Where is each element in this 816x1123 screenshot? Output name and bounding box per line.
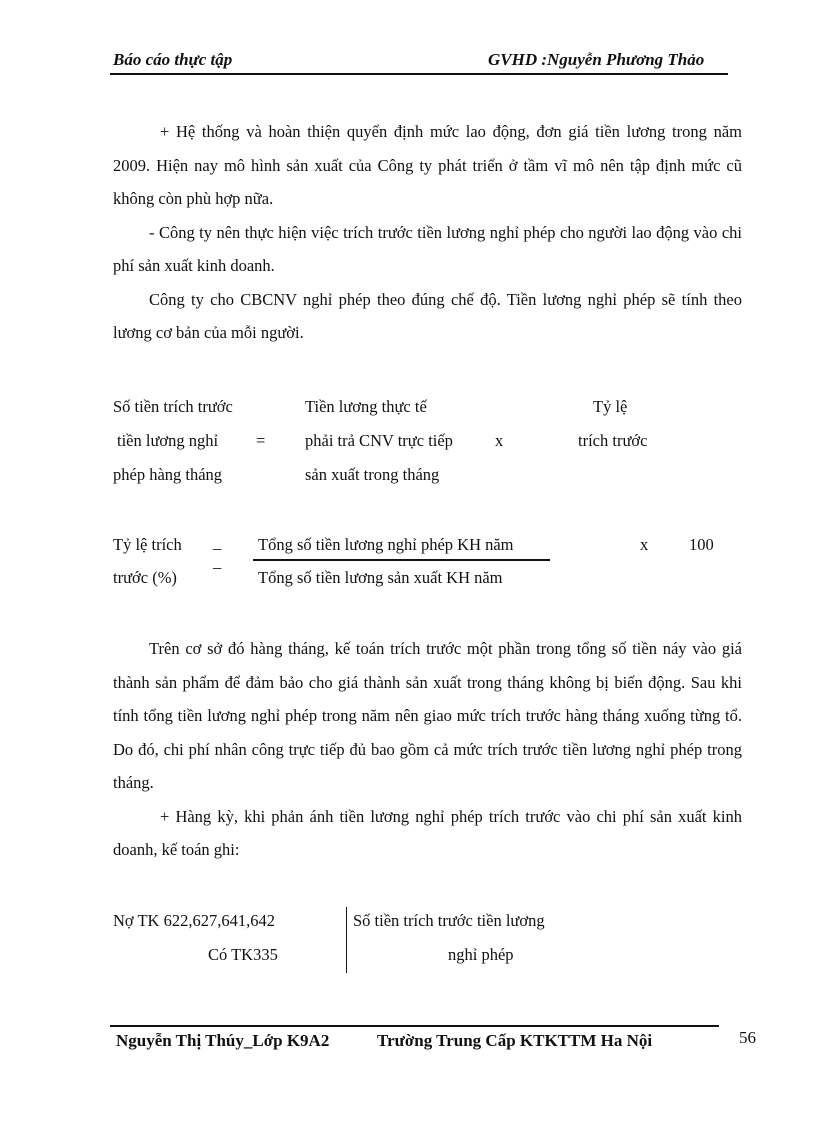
formula1-lhs-line: Số tiền trích trước — [113, 397, 233, 416]
entry-desc-line: Số tiền trích trước tiền lương — [353, 911, 545, 930]
paragraph: - Công ty nên thực hiện việc trích trước tiền lương nghỉ phép cho người lao động vào chi phí sản xuất kinh doanh. — [113, 222, 742, 275]
entry-divider — [346, 907, 347, 973]
formula2-denominator: Tổng số tiền lương sản xuất KH năm — [258, 568, 503, 587]
footer-left: Nguyễn Thị Thúy_Lớp K9A2 — [116, 1031, 330, 1050]
formula1-middle-line: sản xuất trong tháng — [305, 465, 440, 484]
formula1-middle-line: phải trả CNV trực tiếp — [305, 431, 453, 450]
page-number: 56 — [739, 1028, 756, 1047]
formula2-eq-top: _ — [213, 533, 222, 552]
body-section — [113, 632, 742, 867]
entry-debit: Nợ TK 622,627,641,642 — [113, 911, 275, 930]
formula1-times: x — [495, 431, 504, 450]
formula1-lhs-line: phép hàng tháng — [113, 465, 223, 484]
header-right: GVHD :Nguyễn Phương Thảo — [488, 50, 705, 69]
formula2-times: x — [640, 535, 649, 554]
entry-desc-line: nghỉ phép — [448, 945, 514, 964]
paragraph: Trên cơ sở đó hàng tháng, kế toán trích trước một phần trong tổng số tiền náy vào giá thành sản phẩm để đảm bảo cho giá thành sản xuất trong tháng không bị biến động. Sau khi tính tổng tiền lương nghỉ phép trong năm nên giao mức trích trước hàng tháng xuống từng tổ. Do đó, chi phí nhân công trực tiếp đủ bao gồm cả mức trích trước tiền lương nghỉ phép trong tháng. — [113, 639, 742, 792]
footer-right: Trường Trung Cấp KTKTTM Ha Nội — [377, 1031, 653, 1050]
formula1-lhs-line: tiền lương nghỉ — [117, 431, 219, 450]
paragraph: + Hệ thống và hoàn thiện quyển định mức lao động, đơn giá tiền lương trong năm 2009. Hiện nay mô hình sản xuất của Công ty phát triển ở tầm vĩ mô nên tập định mức cũ không còn phù hợp nữa. — [113, 122, 742, 208]
paragraph: Công ty cho CBCNV nghỉ phép theo đúng chế độ. Tiền lương nghỉ phép sẽ tính theo lương cơ bản của mỗi người. — [113, 289, 742, 342]
header-left: Báo cáo thực tập — [113, 50, 233, 69]
formula2-eq-bottom: _ — [213, 552, 222, 571]
paragraph: + Hàng kỳ, khi phản ánh tiền lương nghỉ phép trích trước vào chi phí sản xuất kinh doanh, kế toán ghi: — [113, 806, 742, 859]
header-rule — [110, 73, 728, 75]
formula2-factor: 100 — [689, 535, 714, 554]
footer-rule — [110, 1025, 719, 1027]
formula1-middle-line: Tiền lương thực tế — [305, 397, 427, 416]
formula2-lhs-line: Tỷ lệ trích — [113, 535, 182, 554]
entry-credit: Có TK335 — [208, 945, 278, 964]
formula2-lhs-line: trước (%) — [113, 568, 177, 587]
formula1-rhs-line: Tỷ lệ — [593, 397, 628, 416]
formula1-rhs-line: trích trước — [578, 431, 648, 450]
intro-section — [113, 115, 742, 350]
formula2-numerator: Tổng số tiền lương nghỉ phép KH năm — [258, 535, 514, 554]
fraction-bar — [253, 559, 550, 561]
formula1-equals: = — [256, 431, 266, 450]
